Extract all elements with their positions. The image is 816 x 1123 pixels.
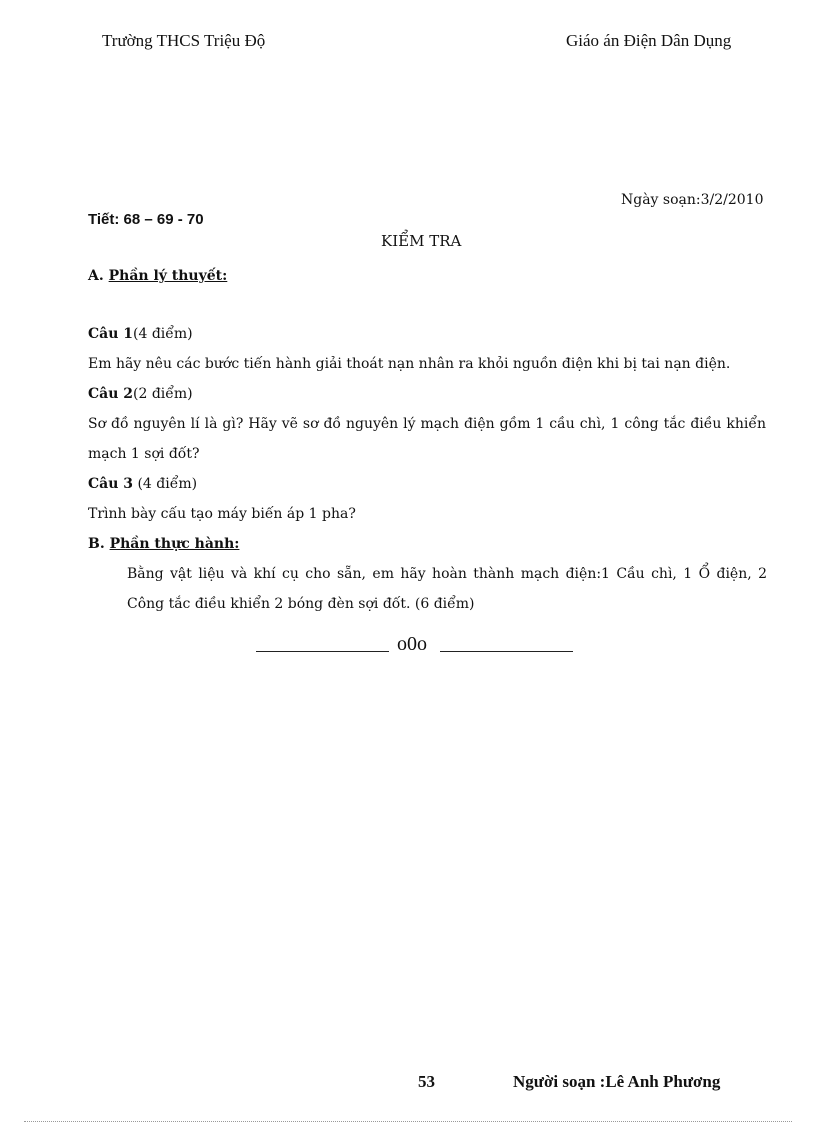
footer-author: Người soạn :Lê Anh Phương: [513, 1072, 721, 1091]
document-subject: Giáo án Điện Dân Dụng: [566, 31, 732, 50]
page-bottom-border: [24, 1121, 792, 1122]
section-b-label: Phần thực hành:: [109, 536, 240, 552]
date-prepared: Ngày soạn:3/2/2010: [621, 192, 764, 208]
question-1-text: Em hãy nêu các bước tiến hành giải thoát nạn nhân ra khỏi nguồn điện khi bị tai nạn điện.: [88, 356, 731, 372]
school-name: Trường THCS Triệu Độ: [102, 31, 266, 50]
question-2-points: (2 điểm): [133, 386, 193, 402]
question-1-heading: [88, 319, 193, 349]
question-3-label: Câu 3: [88, 476, 134, 492]
divider-right-line: [440, 651, 573, 652]
section-b-text-line2: Công tắc điều khiển 2 bóng đèn sợi đốt. (6 điểm): [127, 596, 475, 612]
section-a-heading: [88, 261, 227, 291]
lesson-number: Tiết: 68 – 69 - 70: [88, 211, 204, 228]
section-a-label: Phần lý thuyết:: [108, 268, 228, 284]
question-3-points: (4 điểm): [133, 476, 198, 492]
section-b-text-line1: Bằng vật liệu và khí cụ cho sẵn, em hãy hoàn thành mạch điện:1 Cầu chì, 1 Ổ điện, 2: [127, 566, 767, 582]
section-b-heading: [88, 529, 239, 559]
question-2-text-line2: mạch 1 sợi đốt?: [88, 446, 200, 462]
question-3-heading: [88, 469, 197, 499]
question-3-text: Trình bày cấu tạo máy biến áp 1 pha?: [88, 506, 356, 522]
divider-mark: o0o: [397, 633, 427, 655]
question-1-points: (4 điểm): [133, 326, 193, 342]
question-2-text-line1: Sơ đồ nguyên lí là gì? Hãy vẽ sơ đồ nguyên lý mạch điện gồm 1 cầu chì, 1 công tắc điều khiển: [88, 416, 766, 432]
page-number: 53: [418, 1072, 435, 1091]
page-title: KIỂM TRA: [381, 232, 462, 250]
question-2-heading: [88, 379, 193, 409]
divider-left-line: [256, 651, 389, 652]
section-b-letter: B.: [88, 536, 105, 552]
section-a-letter: A.: [88, 268, 104, 284]
question-1-label: Câu 1: [88, 326, 134, 342]
question-2-label: Câu 2: [88, 386, 134, 402]
